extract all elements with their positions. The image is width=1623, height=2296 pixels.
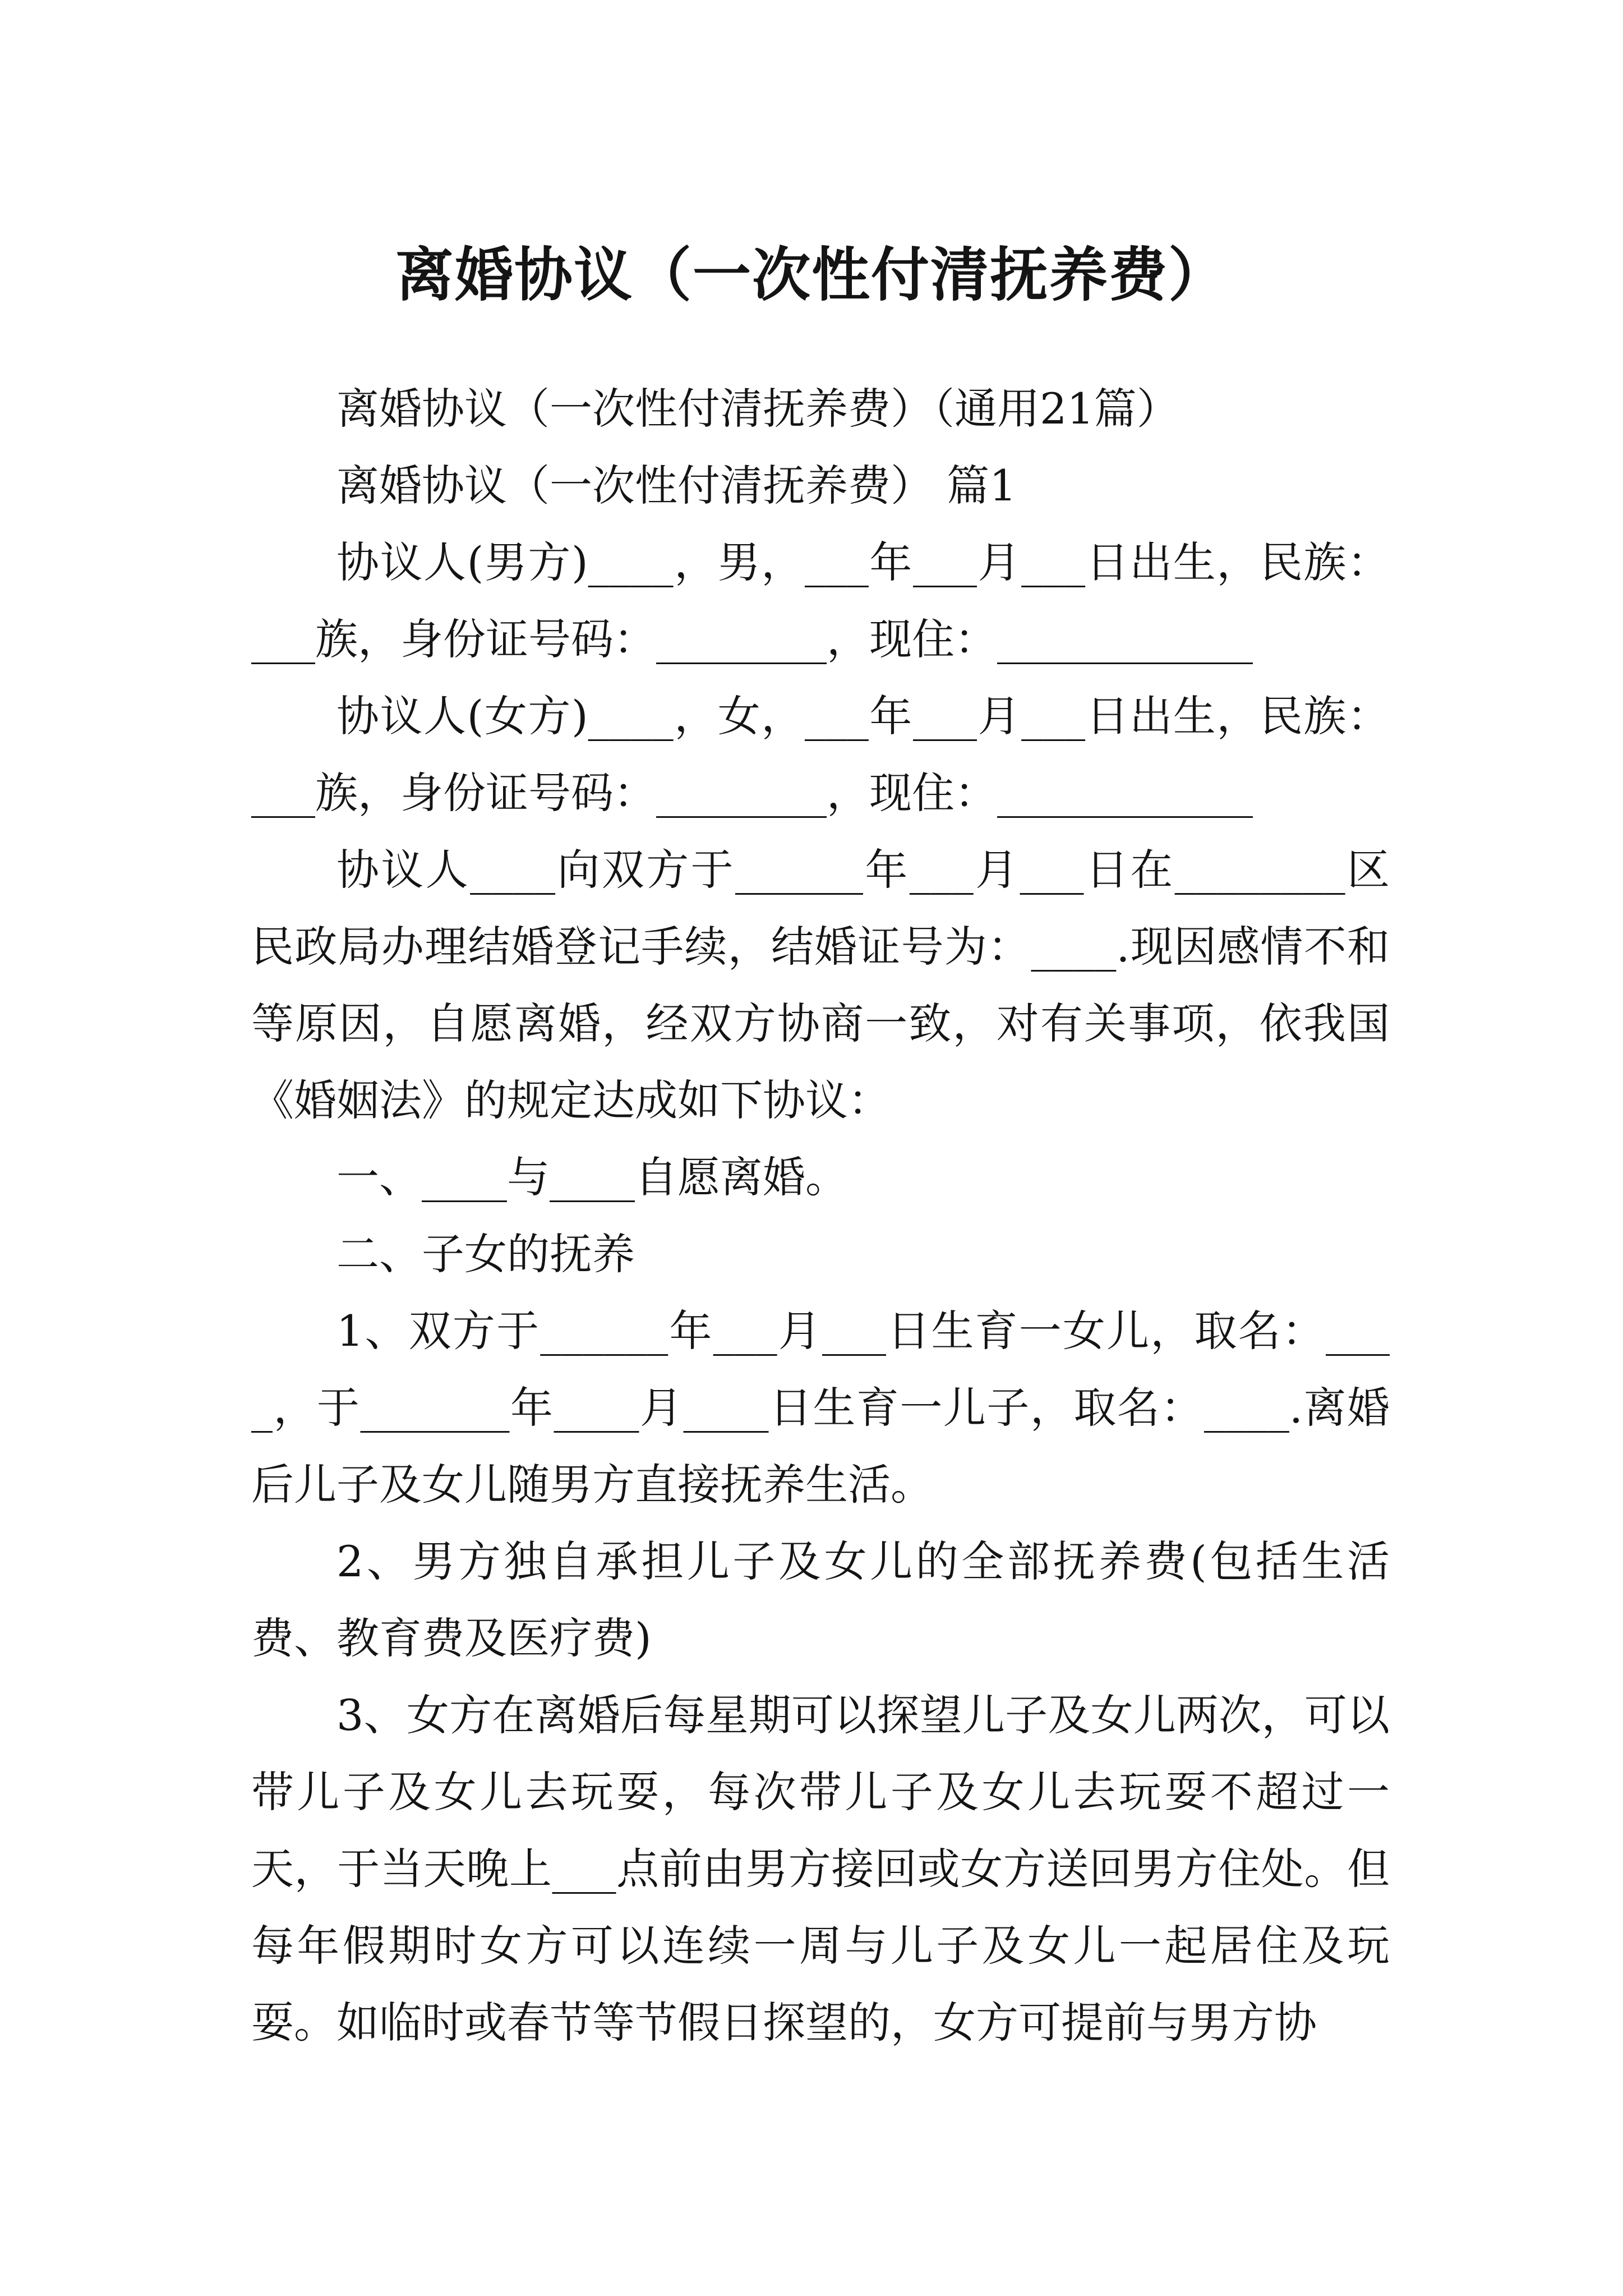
document-title: 离婚协议（一次性付清抚养费） xyxy=(395,240,1228,309)
visitation-paragraph: 3、女方在离婚后每星期可以探望儿子及女儿两次，可以带儿子及女儿去玩耍，每次带儿子及女儿去玩耍不超过一天，于当天晚上___点前由男方接回或女方送回男方住处。但每年假期时女方可以连续一周与儿子及女儿一起居住及玩耍。如临时或春节等节假日探望的，女方可提前与男方协 xyxy=(251,1690,1390,2047)
support-cost-paragraph: 2、男方独自承担儿子及女儿的全部抚养费(包括生活费、教育费及医疗费) xyxy=(251,1536,1390,1663)
female-party-paragraph: 协议人(女方)____，女，___年___月___日出生，民族：___族，身份证号码：________，现住：____________ xyxy=(251,691,1390,818)
section-heading: 离婚协议（一次性付清抚养费） 篇1 xyxy=(336,461,1017,510)
subtitle-paragraph: 离婚协议（一次性付清抚养费）（通用21篇） xyxy=(336,384,1179,434)
marriage-registration-paragraph: 协议人____向双方于______年___月___日在________区民政局办理结婚登记手续，结婚证号为：____.现因感情不和等原因，自愿离婚，经双方协商一致，对有关事项，依我国《婚姻法》的规定达成如下协议： xyxy=(251,845,1390,1125)
children-birth-paragraph: 1、双方于______年___月___日生育一女儿，取名：____，于_______年____月____日生育一儿子，取名：____.离婚后儿子及女儿随男方直接抚养生活。 xyxy=(251,1306,1390,1510)
clause-one-paragraph: 一、____与____自愿离婚。 xyxy=(336,1152,848,1202)
male-party-paragraph: 协议人(男方)____，男，___年___月___日出生，民族：___族，身份证号码：________，现住：____________ xyxy=(251,537,1390,664)
clause-two-heading: 二、子女的抚养 xyxy=(336,1229,635,1279)
document-body xyxy=(251,370,1390,2061)
